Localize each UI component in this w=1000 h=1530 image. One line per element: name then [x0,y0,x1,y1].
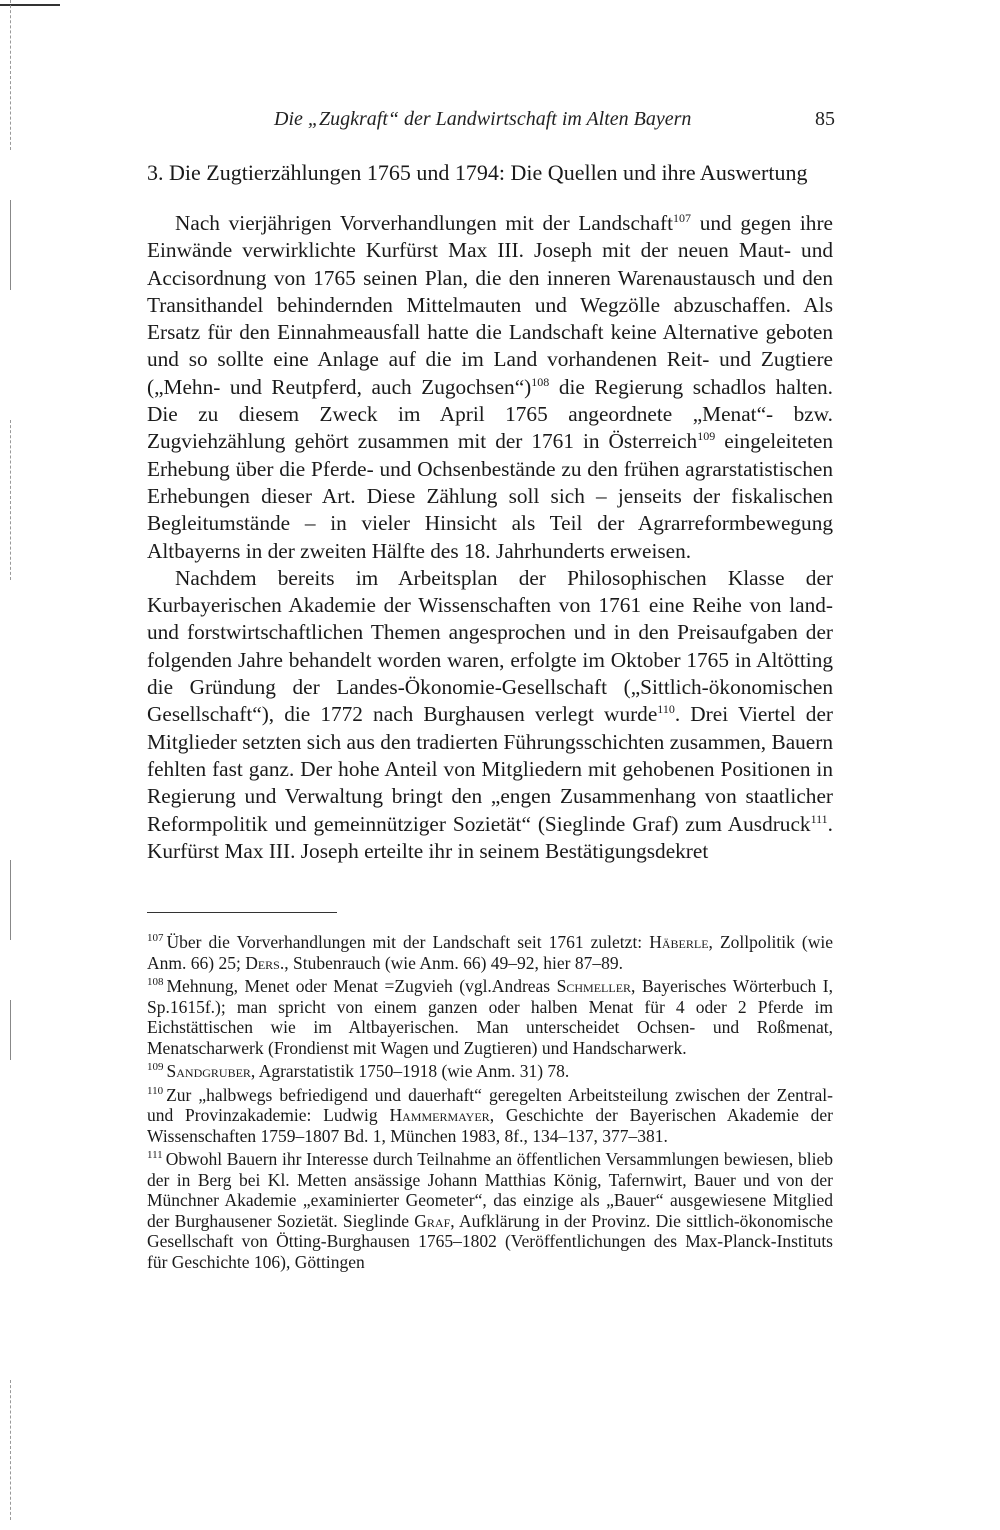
footnote: $^{111}$ Obwohl Bauern ihr Interesse durch Teilnahme an öffentlichen Versammlungen bewiesen, blieb der in Berg bei Kl. Metten ansässige Johann Matthias König, Tafernwirt, Bauer und von der Münchner Akademie „examinierter Geometer“, das einzige als „Bauer“ ausgewiesene Mitglied der Burghausener Sozietät. Sieglinde Graf, Aufklärung in der Provinz. Die sittlich-ökonomische Gesellschaft von Ötting-Burghausen 1765–1802 (Veröffentlichungen des Max-Planck-Instituts für Geschichte 106), Göttingen [147,1149,833,1272]
body-text [147,210,833,865]
scan-margin-line [10,200,11,290]
scan-margin-line [10,1380,11,1520]
footnote: $^{109}$ Sandgruber, Agrarstatistik 1750–1918 (wie Anm. 31) 78. [147,1061,570,1081]
paragraph: Nachdem bereits im Arbeitsplan der Philosophischen Klasse der Kurbayerischen Akademie der Wissenschaften von 1761 eine Reihe von land- und forstwirtschaftlichen Themen angesprochen und in den Preisaufgaben der folgenden Jahre behandelt worden waren, erfolgte im Oktober 1765 in Altötting die Gründung der Landes-Ökonomie-Gesellschaft („Sittlich-ökonomischen Gesellschaft“), die 1772 nach Burghausen verlegt wurde$^{110}$. Drei Viertel der Mitglieder setzten sich aus den tradierten Führungsschichten zusammen, Bauern fehlten fast ganz. Der hohe Anteil von Mitgliedern mit gehobenen Positionen in Regierung und Verwaltung bringt den „engen Zusammenhang von staatlicher Reformpolitik und gemeinnütziger Sozietät“ (Sieglinde Graf) zum Ausdruck$^{111}$. Kurfürst Max III. Joseph erteilte ihr in seinem Bestätigungsdekret [147,565,833,863]
footnote-number: 111 [147,1149,163,1162]
scan-margin-line [10,1000,11,1060]
footnote-ref: 111 [810,811,828,826]
footnote: $^{108}$ Mehnung, Menet oder Menat =Zugvieh (vgl.Andreas Schmeller, Bayerisches Wörterbuch I, Sp.1615f.); man spricht von einem ganzen oder halben Menat für 4 oder 2 Pferde im Eichstättischen wie im Altbayerischen. Man unterscheidet Ochsen- und Roßmenat, Menatscharwerk (Frondienst mit Wagen und Zugtieren) und Handscharwerk. [147,976,833,1058]
footnote-ref: 109 [697,429,716,444]
footnote: $^{110}$ Zur „halbwegs befriedigend und dauerhaft“ geregelten Arbeitsteilung zwischen der Zentral- und Provinzakademie: Ludwig Hammermayer, Geschichte der Bayerischen Akademie der Wissenschaften 1759–1807 Bd. 1, München 1983, 8f., 134–137, 377–381. [147,1084,833,1146]
running-head [147,108,835,131]
scan-edge-mark [0,4,60,6]
footnotes [147,932,833,1275]
footnote-ref: 108 [531,374,550,389]
scan-margin-line [10,860,11,940]
paragraph: Nach vierjährigen Vorverhandlungen mit der Landschaft$^{107}$ und gegen ihre Einwände verwirklichte Kurfürst Max III. Joseph mit der neuen Maut- und Accisordnung von 1765 seinen Plan, die den inneren Warenaustausch und den Transithandel behindernden Mittelmauten und Wegzölle abzuschaffen. Als Ersatz für den Einnahmeausfall hatte die Landschaft keine Alternative geboten und so sollte eine Anlage auf die im Land vorhandenen Reit- und Zugtiere („Mehn- und Reutpferd, auch Zugochsen“)$^{108}$ die Regierung schadlos halten. Die zu diesem Zweck im April 1765 angeordnete „Menat“- bzw. Zugviehzählung gehört zusammen mit der 1761 in Österreich$^{109}$ eingeleiteten Erhebung über die Pferde- und Ochsenbestände zu den frühen agrarstatistischen Erhebungen dieser Art. Diese Zählung soll sich – jenseits der fiskalischen Begleitumstände – in vieler Hinsicht als Teil der Agrarreformbewegung Altbayerns in der zweiten Hälfte des 18. Jahrhunderts erweisen. [147,210,833,563]
footnote-number: 107 [147,932,164,945]
page-number: 85 [815,108,835,130]
scan-margin-line [10,0,11,150]
footnote-ref: 110 [657,702,675,717]
scan-margin-line [10,420,11,580]
footnote: $^{107}$ Über die Vorverhandlungen mit der Landschaft seit 1761 zuletzt: Häberle, Zollpolitik (wie Anm. 66) 25; Ders., Stubenrauch (wie Anm. 66) 49–92, hier 87–89. [147,932,833,973]
running-head-title: Die „Zugkraft“ der Landwirtschaft im Alten Bayern [274,108,692,130]
footnote-ref: 107 [673,210,692,225]
footnote-number: 110 [147,1084,164,1097]
footnote-rule [147,912,337,913]
section-heading: 3. Die Zugtierzählungen 1765 und 1794: Die Quellen und ihre Auswertung [147,160,808,185]
footnote-number: 109 [147,1061,164,1074]
footnote-number: 108 [147,976,164,989]
